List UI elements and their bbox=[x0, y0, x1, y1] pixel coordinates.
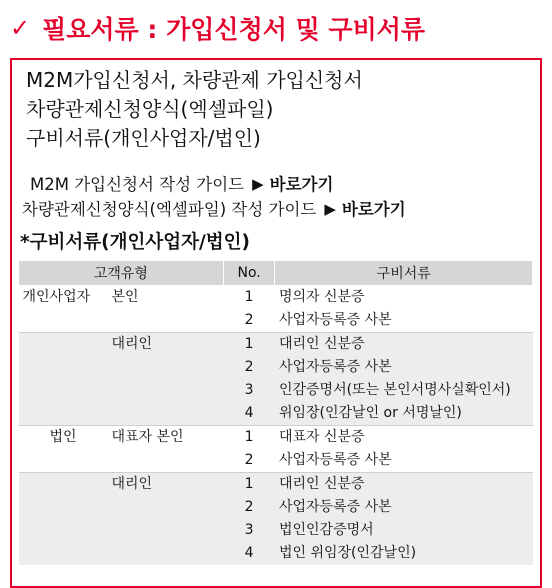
forms-list bbox=[26, 66, 363, 153]
document-name: 사업자등록증 사본 bbox=[278, 312, 392, 328]
table-row bbox=[19, 379, 533, 402]
applicant-cell: 대표자 본인 bbox=[107, 426, 223, 450]
applicant-cell: 대리인 bbox=[107, 473, 223, 497]
play-arrow-icon: ▶ bbox=[324, 200, 336, 218]
table-row bbox=[19, 542, 533, 565]
customer-type-cell bbox=[19, 402, 108, 426]
table-row bbox=[19, 356, 533, 379]
applicant-cell bbox=[107, 379, 223, 402]
applicant-cell: 대리인 bbox=[107, 333, 223, 357]
table-row bbox=[19, 519, 533, 542]
page-header bbox=[10, 8, 425, 48]
guide-label: 차량관제신청양식(엑셀파일) 작성 가이드 bbox=[22, 200, 317, 219]
guide-label: M2M 가입신청서 작성 가이드 bbox=[30, 175, 245, 194]
customer-type-cell bbox=[19, 309, 108, 333]
table-row bbox=[19, 309, 533, 333]
table-row bbox=[19, 402, 533, 426]
table-row bbox=[19, 496, 533, 519]
form-item: 차량관제신청양식(엑셀파일) bbox=[26, 97, 274, 121]
documents-table-wrap bbox=[18, 260, 533, 565]
document-name: 명의자 신분증 bbox=[275, 286, 533, 310]
header-customer-type: 고객유형 bbox=[19, 261, 224, 286]
header-documents: 구비서류 bbox=[275, 261, 533, 286]
document-name: 법인 위임장(인감날인) bbox=[275, 542, 533, 565]
customer-type-cell bbox=[19, 379, 108, 402]
document-name: 사업자등록증 사본 bbox=[278, 452, 392, 468]
table-row bbox=[19, 449, 533, 473]
check-icon: ✓ bbox=[10, 14, 31, 42]
document-name: 대리인 신분증 bbox=[275, 333, 533, 357]
row-number: 2 bbox=[223, 496, 275, 519]
applicant-cell bbox=[107, 356, 223, 379]
document-name: 사업자등록증 사본 bbox=[275, 356, 533, 379]
document-name: 위임장(인감날인 or 서명날인) bbox=[275, 402, 533, 426]
row-number: 3 bbox=[223, 379, 275, 402]
customer-type-cell bbox=[19, 519, 108, 542]
document-name: 대표자 신분증 bbox=[275, 426, 533, 450]
row-number: 4 bbox=[223, 402, 275, 426]
row-number: 1 bbox=[223, 333, 275, 357]
guide-m2m bbox=[30, 172, 406, 197]
row-number: 3 bbox=[223, 519, 275, 542]
applicant-cell: 본인 bbox=[107, 286, 223, 310]
document-name: 대리인 신분증 bbox=[275, 473, 533, 497]
applicant-cell bbox=[107, 309, 223, 333]
table-row bbox=[19, 426, 533, 450]
customer-type-cell bbox=[19, 496, 108, 519]
documents-table bbox=[18, 260, 533, 565]
table-row bbox=[19, 473, 533, 497]
documents-subheading: *구비서류(개인사업자/법인) bbox=[20, 232, 250, 253]
play-arrow-icon: ▶ bbox=[252, 175, 264, 193]
customer-type-cell bbox=[19, 449, 108, 473]
customer-type-cell bbox=[19, 333, 108, 357]
applicant-cell bbox=[107, 519, 223, 542]
goto-link-vehicle[interactable]: 바로가기 bbox=[341, 200, 406, 219]
customer-type-cell: 법인 bbox=[19, 426, 108, 450]
table-body bbox=[19, 286, 533, 566]
header-no: No. bbox=[223, 261, 275, 286]
form-item: 구비서류(개인사업자/법인) bbox=[26, 126, 261, 150]
customer-type-cell bbox=[19, 473, 108, 497]
form-item: M2M가입신청서, 차량관제 가입신청서 bbox=[26, 68, 363, 92]
row-number: 2 bbox=[223, 356, 275, 379]
guide-vehicle bbox=[22, 197, 406, 222]
goto-link-m2m[interactable]: 바로가기 bbox=[269, 175, 334, 194]
customer-type-cell: 개인사업자 bbox=[19, 286, 108, 310]
document-name: 법인인감증명서 bbox=[275, 519, 533, 542]
table-row bbox=[19, 333, 533, 357]
row-number: 1 bbox=[223, 473, 275, 497]
applicant-cell bbox=[107, 402, 223, 426]
content-box bbox=[10, 58, 542, 588]
document-name: 인감증명서(또는 본인서명사실확인서) bbox=[275, 379, 533, 402]
customer-type-cell bbox=[19, 356, 108, 379]
row-number: 1 bbox=[223, 426, 275, 450]
row-number: 4 bbox=[223, 542, 275, 565]
row-number: 1 bbox=[223, 286, 275, 310]
guides-list bbox=[22, 172, 406, 222]
row-number: 2 bbox=[244, 312, 254, 328]
row-number: 2 bbox=[244, 452, 254, 468]
table-header-row bbox=[19, 261, 533, 286]
page-title: 필요서류 : 가입신청서 및 구비서류 bbox=[42, 15, 426, 44]
document-name: 사업자등록증 사본 bbox=[275, 496, 533, 519]
applicant-cell bbox=[107, 449, 223, 473]
customer-type-cell bbox=[19, 542, 108, 565]
applicant-cell bbox=[107, 496, 223, 519]
applicant-cell bbox=[107, 542, 223, 565]
table-row bbox=[19, 286, 533, 310]
